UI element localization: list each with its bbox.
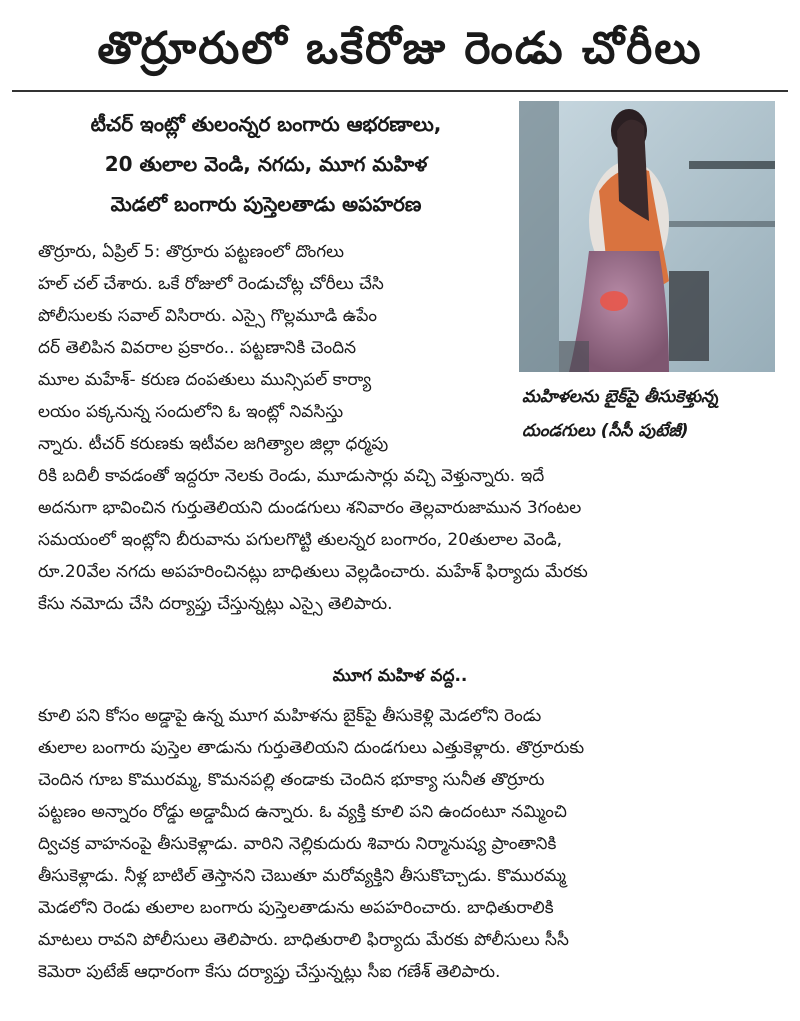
text-line: సమయంలో ఇంట్లోని బీరువాను పగులగొట్టి తులన్నర బంగారం, 20తులాల వెండి,: [38, 530, 563, 550]
headline-divider: [12, 90, 788, 92]
subheadline-deck: [20, 104, 512, 224]
text-line: కూలి పని కోసం అడ్డాపై ఉన్న మూగ మహిళను బైక్‌పై తీసుకెళ్లి మెడలోని రెండు: [38, 706, 542, 726]
text-line: దర్ తెలిపిన వివరాల ప్రకారం.. పట్టణానికి చెందిన: [38, 338, 357, 358]
text-line: కేసు నమోదు చేసి దర్యాప్తు చేస్తున్నట్లు ఎస్సై తెలిపారు.: [38, 594, 393, 614]
text-line: హల్ చల్ చేశారు. ఒకే రోజులో రెండుచోట్ల చోరీలు చేసి: [38, 274, 384, 294]
article-paragraph-1-left: [38, 236, 516, 460]
text-line: తులాల బంగారు పుస్తెల తాడును గుర్తుతెలియని దుండగులు ఎత్తుకెళ్లారు. తొర్రూరుకు: [38, 738, 585, 758]
section-subheading: మూగ మహిళ వద్ద..: [332, 666, 468, 686]
cctv-photo: [519, 101, 775, 372]
text-line: న్నారు. టీచర్ కరుణకు ఇటీవల జగిత్యాల జిల్లా ధర్మపు: [38, 434, 389, 454]
text-line: తొర్రూరు, ఏప్రిల్ 5: తొర్రూరు పట్టణంలో దొంగలు: [38, 242, 345, 262]
photo-caption: [522, 380, 778, 448]
text-line: లయం పక్కనున్న సందులోని ఓ ఇంట్లో నివసిస్తు: [38, 402, 344, 422]
article-paragraph-2: [38, 700, 780, 988]
text-line: మూల మహేశ్- కరుణ దంపతులు మున్సిపల్ కార్యా: [38, 370, 372, 390]
text-line: రికి బదిలీ కావడంతో ఇద్దరూ నెలకు రెండు, మూడుసార్లు వచ్చి వెళ్తున్నారు. ఇదే: [38, 466, 545, 486]
text-line: చెందిన గూబ కొమురమ్మ, కొమనపల్లి తండాకు చెందిన భూక్యా సునీత తొర్రూరు: [38, 770, 545, 790]
text-line: రూ.20వేల నగదు అపహరించినట్లు బాధితులు వెల్లడించారు. మహేశ్ ఫిర్యాదు మేరకు: [38, 562, 588, 582]
deck-line: 20 తులాల వెండి, నగదు, మూగ మహిళ: [104, 152, 428, 176]
text-line: అదనుగా భావించిన గుర్తుతెలియని దుండగులు శనివారం తెల్లవారుజామున 3గంటల: [38, 498, 582, 518]
text-line: కెమెరా పుటేజ్ ఆధారంగా కేసు దర్యాప్తు చేస్తున్నట్లు సీఐ గణేశ్ తెలిపారు.: [38, 962, 501, 982]
caption-line: దుండగులు (సీసీ పుటేజీ): [522, 421, 689, 441]
text-line: పట్టణం అన్నారం రోడ్డు అడ్డామీద ఉన్నారు. ఓ వ్యక్తి కూలి పని ఉందంటూ నమ్మించి: [38, 802, 567, 822]
headline: తొర్రూరులో ఒకేరోజు రెండు చోరీలు: [97, 23, 703, 74]
text-line: ద్విచక్ర వాహనంపై తీసుకెళ్లాడు. వారిని నెల్లికుదురు శివారు నిర్మానుష్య ప్రాంతానికి: [38, 834, 557, 854]
text-line: తీసుకెళ్లాడు. నీళ్ల బాటిల్ తెస్తానని చెబుతూ మరోవ్యక్తిని తీసుకొచ్చాడు. కొమురమ్మ: [38, 866, 566, 886]
cctv-photo-image: [519, 101, 775, 372]
text-line: పోలీసులకు సవాల్ విసిరారు. ఎస్సై గొల్లమూడి ఉపేం: [38, 306, 378, 326]
article-paragraph-1-continued: [38, 460, 780, 620]
text-line: మాటలు రావని పోలీసులు తెలిపారు. బాధితురాలి ఫిర్యాదు మేరకు పోలీసులు సీసీ: [38, 930, 569, 950]
text-line: మెడలోని రెండు తులాల బంగారు పుస్తెలతాడును అపహరించారు. బాధితురాలికి: [38, 898, 554, 918]
deck-line: టీచర్ ఇంట్లో తులంన్నర బంగారు ఆభరణాలు,: [90, 112, 442, 136]
deck-line: మెడలో బంగారు పుస్తెలతాడు అపహరణ: [110, 192, 422, 216]
caption-line: మహిళలను బైక్‌పై తీసుకెళ్తున్న: [522, 387, 719, 407]
